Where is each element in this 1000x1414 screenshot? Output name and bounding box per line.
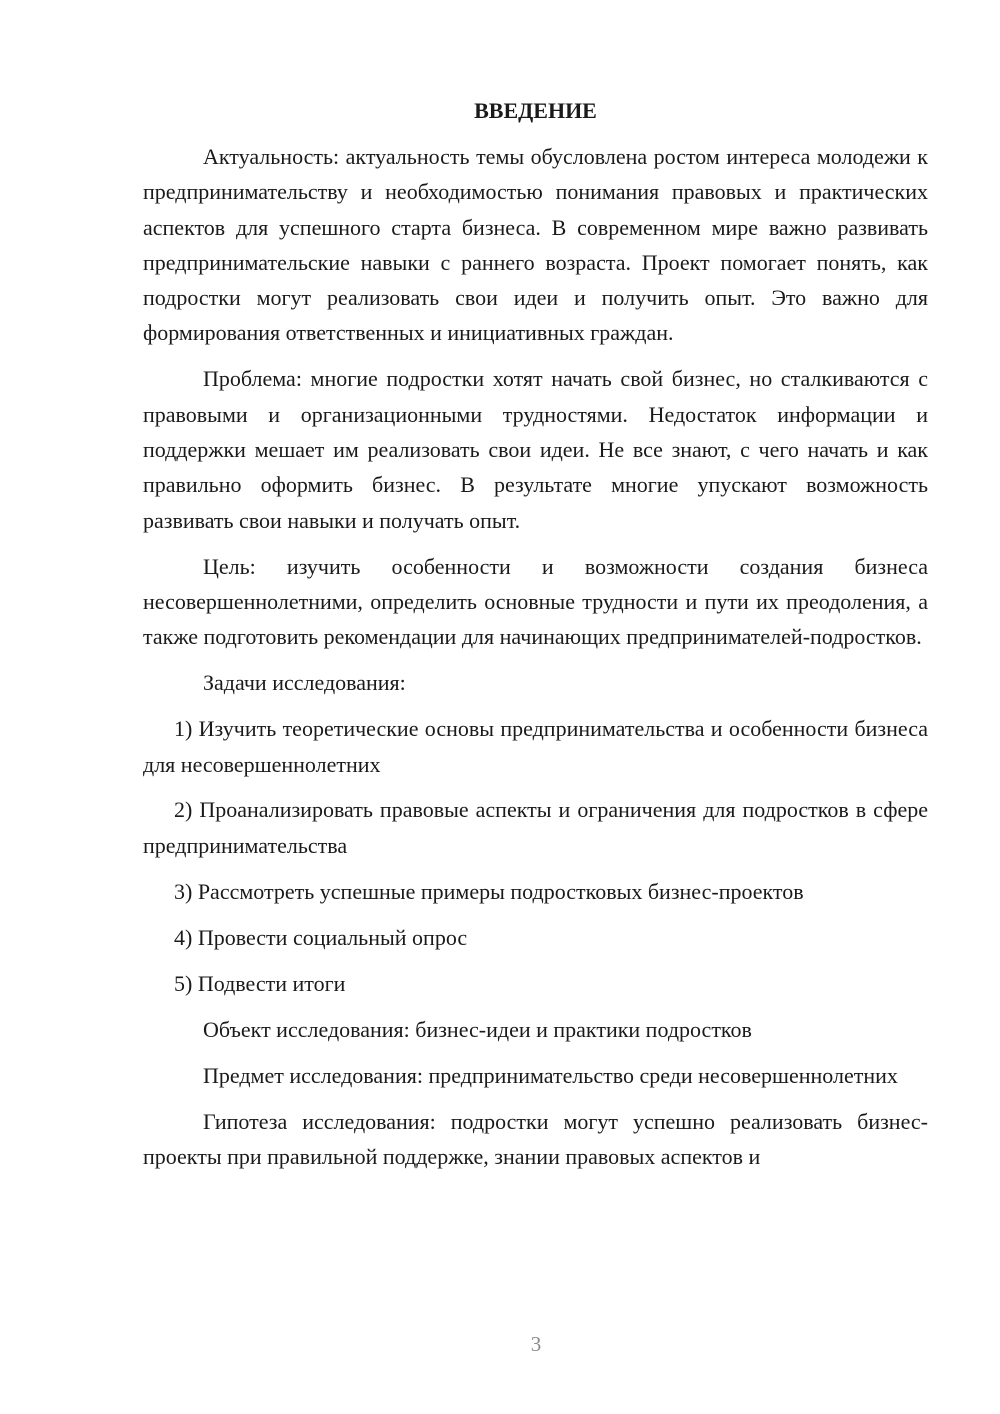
paragraph-hypothesis: Гипотеза исследования: подростки могут успешно реализовать бизнес-проекты при правильной поддержке, знании правовых аспектов и	[143, 1108, 928, 1169]
paragraph-relevance: Актуальность: актуальность темы обусловлена ростом интереса молодежи к предпринимательству и необходимостью понимания правовых и практических аспектов для успешного старта бизнеса. В современном мире важно развивать предпринимательские навыки с раннего возраста. Проект помогает понять, как подростки могут реализовать свои идеи и получить опыт. Это важно для формирования ответственных и инициативных граждан.	[143, 144, 928, 346]
task-item-2: 2) Проанализировать правовые аспекты и ограничения для подростков в сфере предпринимательства	[143, 797, 928, 858]
paragraph-object: Объект исследования: бизнес-идеи и практики подростков	[203, 1016, 752, 1042]
task-item-1: 1) Изучить теоретические основы предпринимательства и особенности бизнеса для несовершеннолетних	[143, 716, 928, 777]
paragraph-goal: Цель: изучить особенности и возможности создания бизнеса несовершеннолетними, определить основные трудности и пути их преодоления, а также подготовить рекомендации для начинающих предпринимателей-подростков.	[143, 553, 928, 650]
task-item-3: 3) Рассмотреть успешные примеры подростковых бизнес-проектов	[174, 878, 804, 904]
page-number: 3	[530, 1332, 542, 1356]
paragraph-problem: Проблема: многие подростки хотят начать свой бизнес, но сталкиваются с правовыми и организационными трудностями. Недостаток информации и поддержки мешает им реализовать свои идеи. Не все знают, с чего начать и как правильно оформить бизнес. В результате многие упускают возможность развивать свои навыки и получать опыт.	[143, 366, 928, 533]
task-item-5: 5) Подвести итоги	[174, 970, 346, 996]
section-title: ВВЕДЕНИЕ	[474, 98, 597, 123]
task-item-4: 4) Провести социальный опрос	[174, 924, 468, 950]
paragraph-subject: Предмет исследования: предпринимательство среди несовершеннолетних	[203, 1062, 898, 1088]
document-page	[143, 93, 928, 1185]
tasks-heading: Задачи исследования:	[203, 670, 406, 696]
